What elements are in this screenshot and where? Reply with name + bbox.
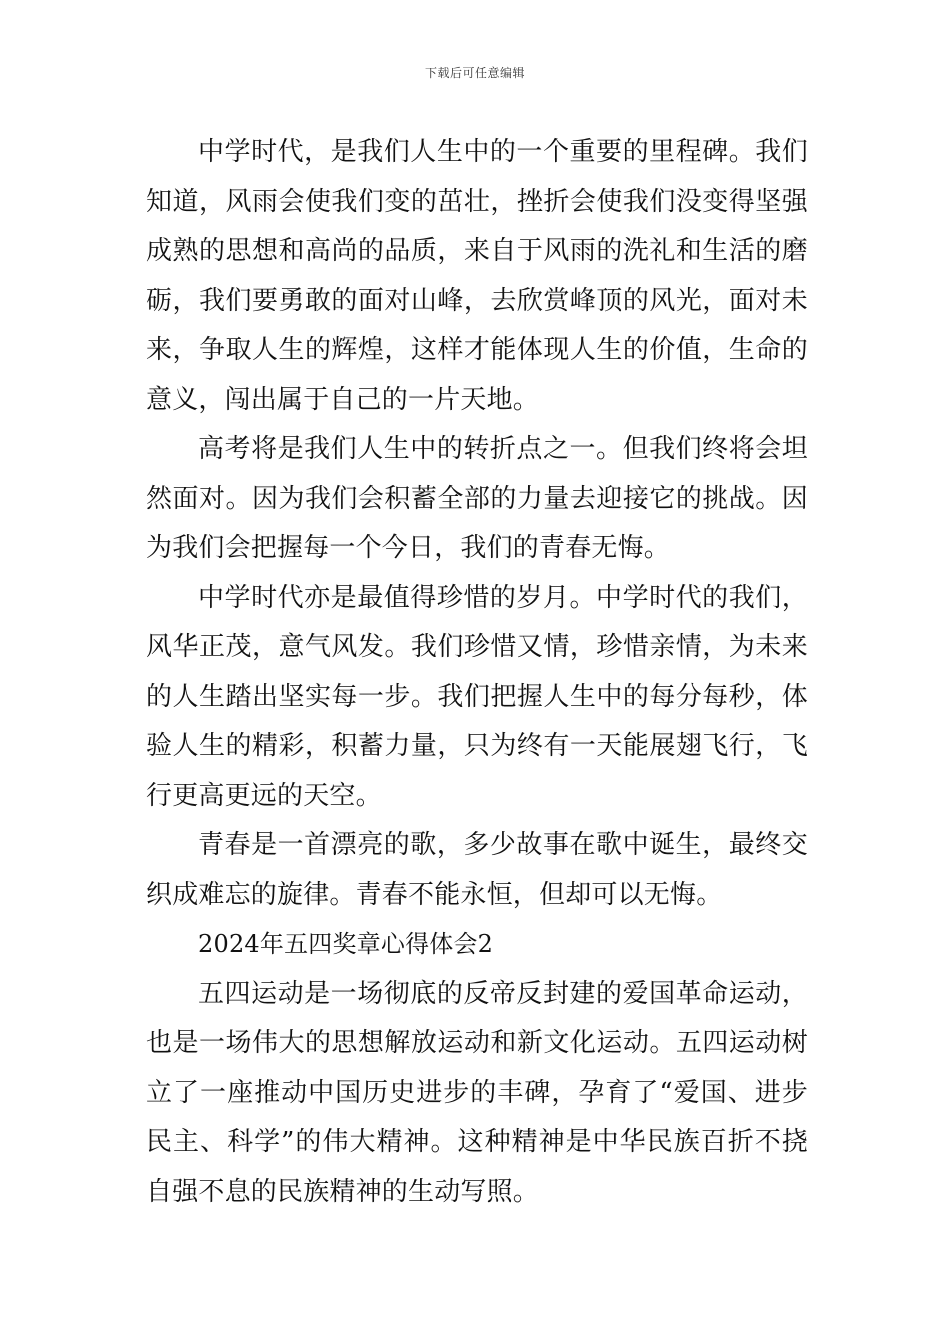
paragraph-youth-song: 青春是一首漂亮的歌，多少故事在歌中诞生，最终交织成难忘的旋律。青春不能永恒，但却可以无悔。 — [146, 830, 808, 910]
paragraph-may-fourth: 五四运动是一场彻底的反帝反封建的爱国革命运动，也是一场伟大的思想解放运动和新文化运动。五四运动树立了一座推动中国历史进步的丰碑，孕育了“爱国、进步民主、科学”的伟大精神。这种精神是中华民族百折不挠自强不息的民族精神的生动写照。 — [146, 978, 808, 1207]
paragraph-cherish: 中学时代亦是最值得珍惜的岁月。中学时代的我们，风华正茂，意气风发。我们珍惜又情，珍惜亲情，为未来的人生踏出坚实每一步。我们把握人生中的每分每秒，体验人生的精彩，积蓄力量，只为终有一天能展翅飞行，飞行更高更远的天空。 — [146, 582, 808, 811]
document-body — [146, 128, 808, 1217]
paragraph-milestone: 中学时代，是我们人生中的一个重要的里程碑。我们知道，风雨会使我们变的茁壮，挫折会使我们没变得坚强成熟的思想和高尚的品质，来自于风雨的洗礼和生活的磨砺，我们要勇敢的面对山峰，去欣赏峰顶的风光，面对未来，争取人生的辉煌，这样才能体现人生的价值，生命的意义，闯出属于自己的一片天地。 — [146, 137, 808, 415]
section-heading: 2024年五四奖章心得体会2 — [198, 930, 494, 958]
page-header-note: 下载后可任意编辑 — [424, 66, 525, 80]
paragraph-gaokao: 高考将是我们人生中的转折点之一。但我们终将会坦然面对。因为我们会积蓄全部的力量去迎接它的挑战。因为我们会把握每一个今日，我们的青春无悔。 — [146, 434, 808, 563]
